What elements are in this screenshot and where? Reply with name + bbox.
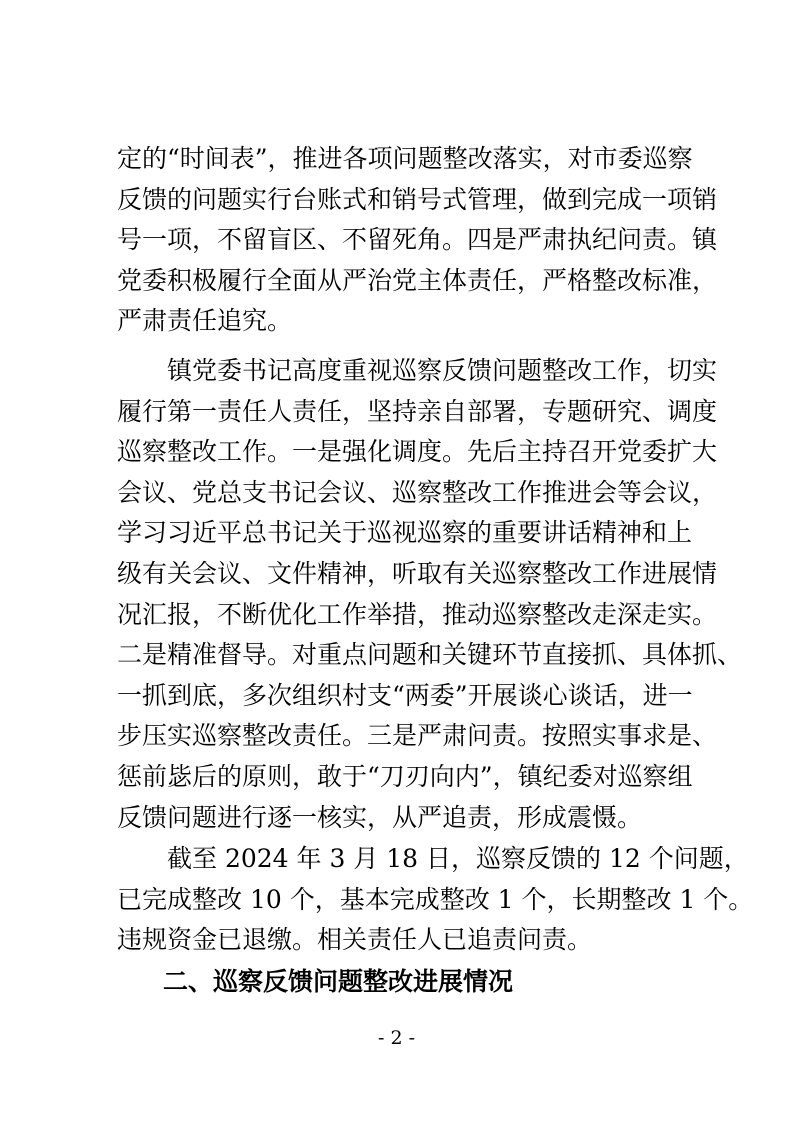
paragraph-3-line-3: 违规资金已退缴。相关责任人已追责问责。 bbox=[117, 925, 593, 954]
paragraph-2-line-8: 二是精准督导。对重点问题和关键环节直接抓、具体抓、 bbox=[117, 640, 743, 669]
paragraph-2-line-11: 惩前毖后的原则，敢于“刀刃向内”，镇纪委对巡察组 bbox=[117, 762, 693, 791]
paragraph-2-line-4: 会议、党总支书记会议、巡察整改工作推进会等会议， bbox=[117, 478, 718, 507]
paragraph-3-line-1: 截至 2024 年 3 月 18 日，巡察反馈的 12 个问题， bbox=[167, 844, 749, 873]
paragraph-3-line-2: 已完成整改 10 个，基本完成整改 1 个，长期整改 1 个。 bbox=[117, 885, 754, 914]
paragraph-1-line-1: 定的“时间表”，推进各项问题整改落实，对市委巡察 bbox=[117, 144, 693, 173]
paragraph-2-line-10: 步压实巡察整改责任。三是严肃问责。按照实事求是、 bbox=[117, 721, 718, 750]
paragraph-1-line-3: 号一项，不留盲区、不留死角。四是严肃执纪问责。镇 bbox=[117, 225, 718, 254]
paragraph-2-line-7: 况汇报，不断优化工作举措，推动巡察整改走深走实。 bbox=[117, 600, 718, 629]
paragraph-2-line-1: 镇党委书记高度重视巡察反馈问题整改工作，切实 bbox=[167, 356, 718, 385]
paragraph-2-line-3: 巡察整改工作。一是强化调度。先后主持召开党委扩大 bbox=[117, 437, 718, 466]
paragraph-2-line-2: 履行第一责任人责任，坚持亲自部署，专题研究、调度 bbox=[117, 397, 718, 426]
paragraph-2-line-12: 反馈问题进行逐一核实，从严追责，形成震慑。 bbox=[117, 803, 643, 832]
page-number: - 2 - bbox=[377, 1027, 415, 1049]
paragraph-1-line-4: 党委积极履行全面从严治党主体责任，严格整改标准， bbox=[117, 266, 718, 295]
paragraph-2-line-9: 一抓到底，多次组织村支“两委”开展谈心谈话，进一 bbox=[117, 681, 693, 710]
paragraph-1-line-5: 严肃责任追究。 bbox=[117, 306, 293, 335]
paragraph-2-line-5: 学习习近平总书记关于巡视巡察的重要讲话精神和上 bbox=[117, 518, 693, 547]
section-heading: 二、巡察反馈问题整改进展情况 bbox=[163, 967, 514, 996]
paragraph-2-line-6: 级有关会议、文件精神，听取有关巡察整改工作进展情 bbox=[117, 559, 718, 588]
paragraph-1-line-2: 反馈的问题实行台账式和销号式管理，做到完成一项销 bbox=[117, 185, 718, 214]
